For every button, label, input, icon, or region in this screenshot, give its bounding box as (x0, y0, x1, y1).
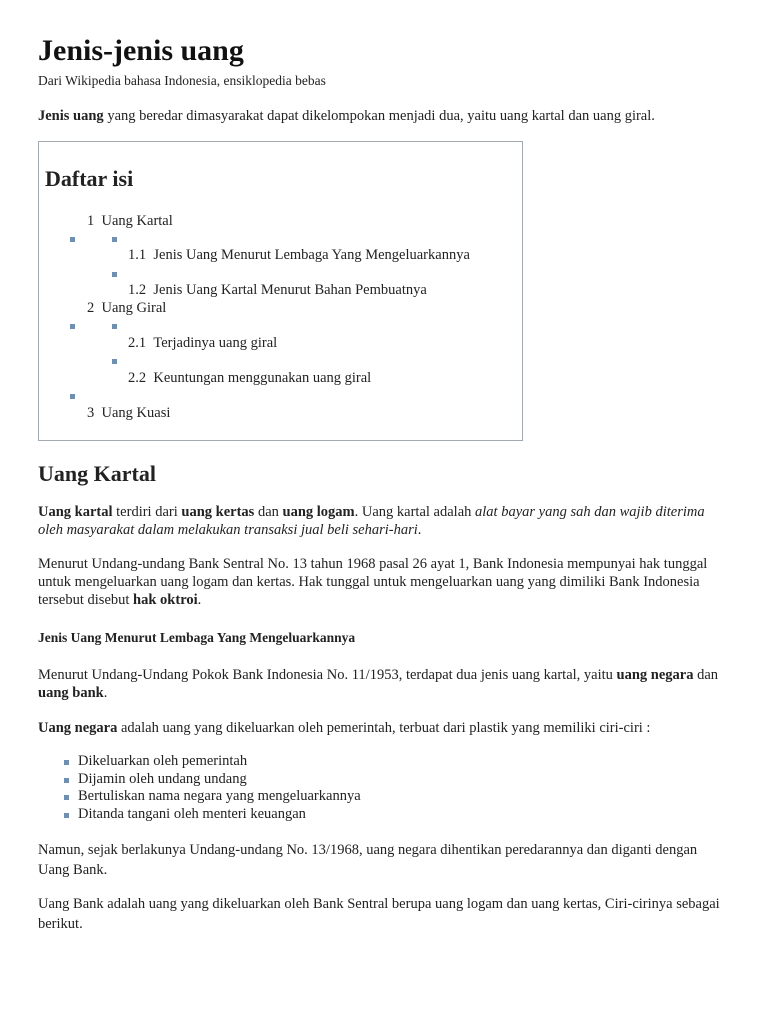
toc-link-uang-giral[interactable] (87, 299, 166, 317)
toc-number: 2.1 (128, 335, 147, 351)
list-item-text: Dikeluarkan oleh pemerintah (78, 753, 248, 769)
text: . (417, 522, 422, 538)
paragraph-uang-negara (38, 719, 732, 737)
list-item-text: Dijamin oleh undang undang (78, 770, 247, 787)
list-item-text: Ditanda tangani oleh menteri keuangan (78, 805, 306, 822)
bullet-icon (70, 324, 75, 329)
paragraph-uu-pokok (38, 666, 732, 702)
toc-number: 1 (87, 213, 95, 229)
list-item-text: Bertuliskan nama negara yang mengeluarkannya (78, 788, 361, 804)
paragraph-uang-bank: Uang Bank adalah uang yang dikeluarkan oleh Bank Sentral berupa uang logam dan uang kertas, Ciri-cirinya sebagai berikut. (38, 896, 720, 932)
paragraph-uang-kartal (38, 503, 732, 539)
toc-label: Keuntungan menggunakan uang giral (153, 370, 372, 386)
toc-link-terjadinya[interactable] (128, 334, 277, 352)
bold-text: Uang negara (38, 720, 118, 736)
bold-text: uang kertas (181, 504, 255, 520)
toc-link-uang-kuasi[interactable] (87, 404, 170, 422)
list-item (38, 771, 732, 789)
text: . Uang kartal adalah (354, 504, 476, 520)
toc-label: Terjadinya uang giral (153, 335, 278, 351)
intro-text: yang beredar dimasyarakat dapat dikelompokan menjadi dua, yaitu uang kartal dan uang giral. (103, 108, 655, 124)
toc-number: 1.1 (128, 247, 147, 263)
toc-link-uang-kartal[interactable] (87, 212, 173, 230)
paragraph-hak-oktroi (38, 555, 732, 609)
italic-text: alat bayar yang sah dan wajib diterima oleh masyarakat dalam melakukan transaksi jual beli sehari-hari (38, 504, 705, 538)
toc-label: Uang Kartal (101, 213, 173, 229)
toc-link-keuntungan[interactable] (128, 369, 371, 387)
page-title: Jenis-jenis uang (38, 34, 244, 67)
bullet-icon (112, 237, 117, 242)
section-heading: Uang Kartal (38, 461, 156, 486)
bullet-icon (70, 237, 75, 242)
intro-paragraph (38, 107, 732, 125)
bullet-icon (64, 760, 69, 765)
list-item (38, 806, 732, 824)
bold-text: uang negara (616, 667, 694, 683)
table-of-contents (38, 141, 523, 441)
intro-bold: Jenis uang (38, 108, 104, 124)
bullet-icon (112, 324, 117, 329)
text: dan (254, 504, 283, 520)
text: adalah uang yang dikeluarkan oleh pemerintah, terbuat dari plastik yang memiliki ciri-ciri : (117, 720, 651, 736)
bullet-icon (70, 394, 75, 399)
toc-label: Jenis Uang Kartal Menurut Bahan Pembuatnya (153, 282, 427, 298)
text: . (103, 685, 108, 701)
toc-number: 1.2 (128, 282, 147, 298)
subsection-heading: Jenis Uang Menurut Lembaga Yang Mengeluarkannya (38, 630, 356, 645)
paragraph-namun: Namun, sejak berlakunya Undang-undang No. 13/1968, uang negara dihentikan peredarannya dan diganti dengan Uang Bank. (38, 842, 698, 878)
toc-link-lembaga[interactable] (128, 246, 470, 264)
text: Menurut Undang-undang Bank Sentral No. 13 tahun 1968 pasal 26 ayat 1, Bank Indonesia mempunyai hak tunggal untuk mengeluarkan uang logam dan kertas. Hak tunggal untuk mengeluarkan uang yang dimiliki Bank Indonesia tersebut disebut (38, 556, 708, 608)
bold-text: uang logam (282, 504, 355, 520)
list-item (38, 753, 732, 771)
bold-text: hak oktroi (133, 592, 198, 608)
toc-number: 3 (87, 405, 95, 421)
bullet-icon (64, 778, 69, 783)
text: terdiri dari (112, 504, 182, 520)
list-item (38, 788, 732, 806)
ciri-list (38, 753, 732, 823)
bold-text: uang bank (38, 685, 104, 701)
bullet-icon (112, 359, 117, 364)
text: dan (693, 667, 719, 683)
toc-number: 2 (87, 300, 95, 316)
toc-label: Uang Kuasi (101, 405, 171, 421)
bullet-icon (64, 813, 69, 818)
toc-number: 2.2 (128, 370, 147, 386)
tagline: Dari Wikipedia bahasa Indonesia, ensiklopedia bebas (38, 73, 326, 88)
bold-text: Uang kartal (38, 504, 113, 520)
bullet-icon (64, 795, 69, 800)
toc-title: Daftar isi (45, 166, 134, 191)
toc-label: Jenis Uang Menurut Lembaga Yang Mengeluarkannya (153, 247, 470, 263)
toc-link-bahan[interactable] (128, 281, 427, 299)
toc-label: Uang Giral (101, 300, 167, 316)
text: Menurut Undang-Undang Pokok Bank Indonesia No. 11/1953, terdapat dua jenis uang kartal, yaitu (38, 667, 617, 683)
text: . (197, 592, 202, 608)
bullet-icon (112, 272, 117, 277)
